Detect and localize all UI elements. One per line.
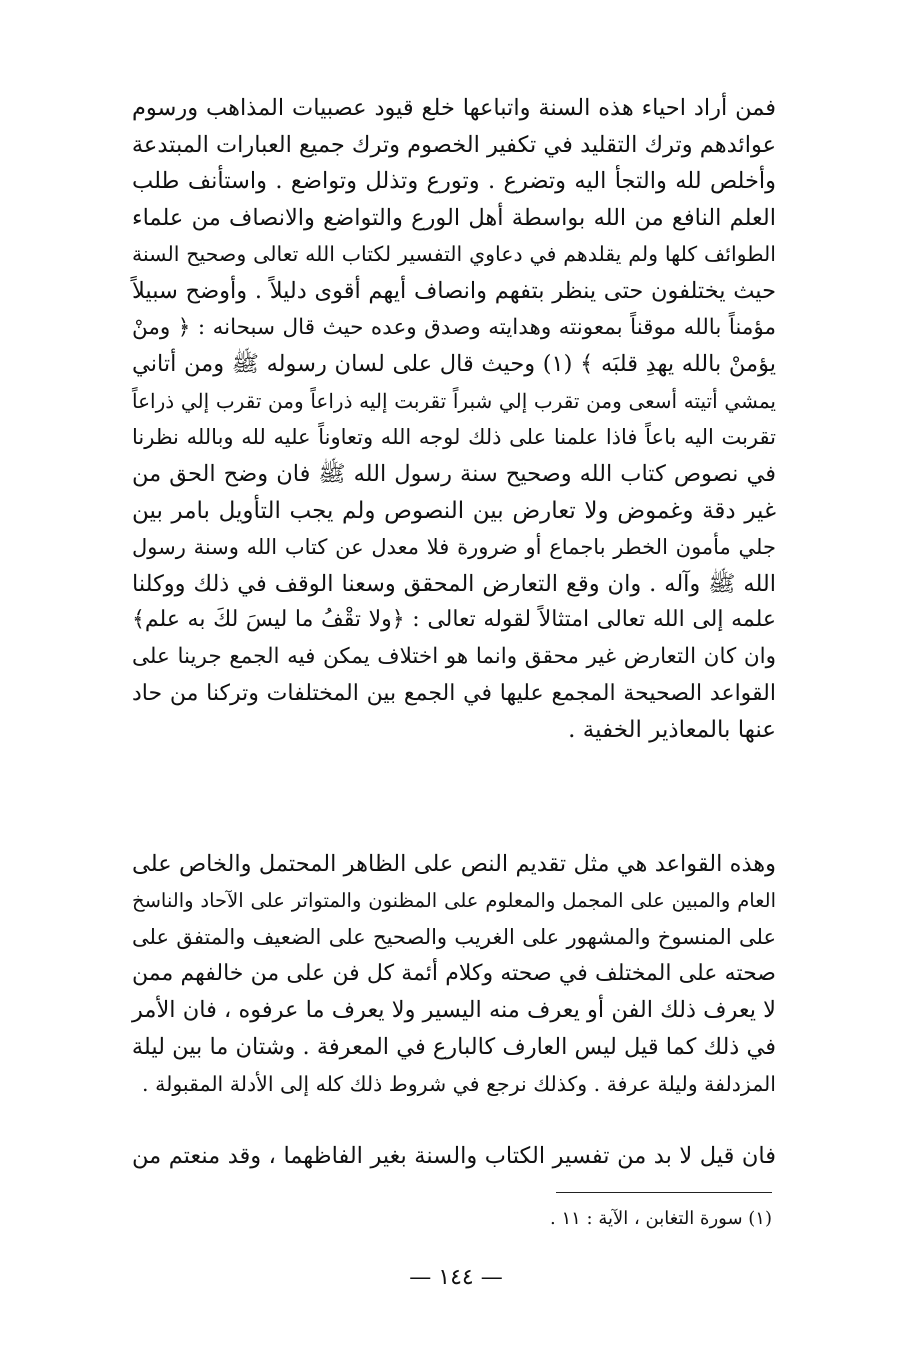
page-number: — ١٤٤ — (409, 1265, 503, 1290)
text-line: القواعد الصحيحة المجمع عليها في الجمع بين المختلفات وتركنا من حاد (132, 680, 776, 706)
text-line: في ذلك كما قيل ليس العارف كالبارع في المعرفة . وشتان ما بين ليلة (131, 1033, 776, 1060)
text-line: عوائدهم وترك التقليد في تكفير الخصوم وترك جميع العبارات المبتدعة (131, 131, 776, 158)
footnote: (١) سورة التغابن ، الآية : ١١ . (550, 1208, 772, 1229)
text-line: يمشي أتيته أسعى ومن تقرب إلي شبراً تقربت إليه ذراعاً ومن تقرب إلي ذراعاً (132, 388, 776, 413)
text-line: علمه إلى الله تعالى امتثالاً لقوله تعالى : ﴿ولا تقْفُ ما ليسَ لكَ به علم﴾ (132, 607, 776, 633)
text-line: وأخلص لله والتجأ اليه وتضرع . وتورع وتذلل وتواضع . واستأنف طلب (132, 168, 776, 195)
text-line: العلم النافع من الله بواسطة أهل الورع والتواضع والانصاف من علماء (132, 204, 776, 231)
paragraph-1 (132, 90, 776, 749)
paragraph-3 (132, 1138, 776, 1175)
text-line: صحته على المختلف في صحته وكلام أئمة كل فن على من خالفهم ممن (132, 960, 776, 986)
text-line: الله ﷺ وآله . وان وقع التعارض المحقق وسعنا الوقف في ذلك ووكلنا (132, 570, 776, 597)
text-line: العام والمبين على المجمل والمعلوم على المظنون والمتواتر على الآحاد والناسخ (132, 888, 776, 912)
text-line: في نصوص كتاب الله وصحيح سنة رسول الله ﷺ فان وضح الحق من (132, 460, 776, 487)
text-line: تقربت اليه باعاً فاذا علمنا على ذلك لوجه الله وتعاوناً عليه لله وبالله نظرنا (132, 425, 776, 450)
footnote-divider (556, 1192, 772, 1193)
text-line: جلي مأمون الخطر باجماع أو ضرورة فلا معدل عن كتاب الله وسنة رسول (132, 535, 776, 560)
text-line: يؤمنْ بالله يهدِ قلبَه ﴾ (١) وحيث قال على لسان رسوله ﷺ ومن أتاني (132, 351, 776, 378)
text-line: الطوائف كلها ولم يقلدهم في دعاوي التفسير لكتاب الله تعالى وصحيح السنة (132, 242, 776, 267)
text-line: فمن أراد احياء هذه السنة واتباعها خلع قيود عصبيات المذاهب ورسوم (132, 95, 776, 121)
paragraph-2 (132, 846, 776, 1102)
text-line: على المنسوخ والمشهور على الغريب والصحيح على الضعيف والمتفق على (132, 925, 776, 950)
text-line: وان كان التعارض غير محقق وانما هو اختلاف يمكن فيه الجمع جرينا على (132, 643, 776, 669)
text-line: لا يعرف ذلك الفن أو يعرف منه اليسير ولا يعرف ما عرفوه ، فان الأمر (132, 997, 776, 1024)
text-line: مؤمناً بالله موقناً بمعونته وهدايته وصدق وعده حيث قال سبحانه : ﴿ ومنْ (132, 314, 776, 340)
text-line: عنها بالمعاذير الخفية . (568, 717, 776, 744)
text-line: وهذه القواعد هي مثل تقديم النص على الظاهر المحتمل والخاص على (132, 851, 776, 877)
text-line: المزدلفة وليلة عرفة . وكذلك نرجع في شروط ذلك كله إلى الأدلة المقبولة . (142, 1071, 776, 1096)
text-line: فان قيل لا بد من تفسير الكتاب والسنة بغير الفاظهما ، وقد منعتم من (132, 1143, 776, 1169)
text-line: غير دقة وغموض ولا تعارض بين النصوص ولم يجب التأويل بامر بين (132, 497, 776, 524)
text-line: حيث يختلفون حتى ينظر بتفهم وانصاف أيهم أقوى دليلاً . وأوضح سبيلاً (132, 277, 776, 304)
